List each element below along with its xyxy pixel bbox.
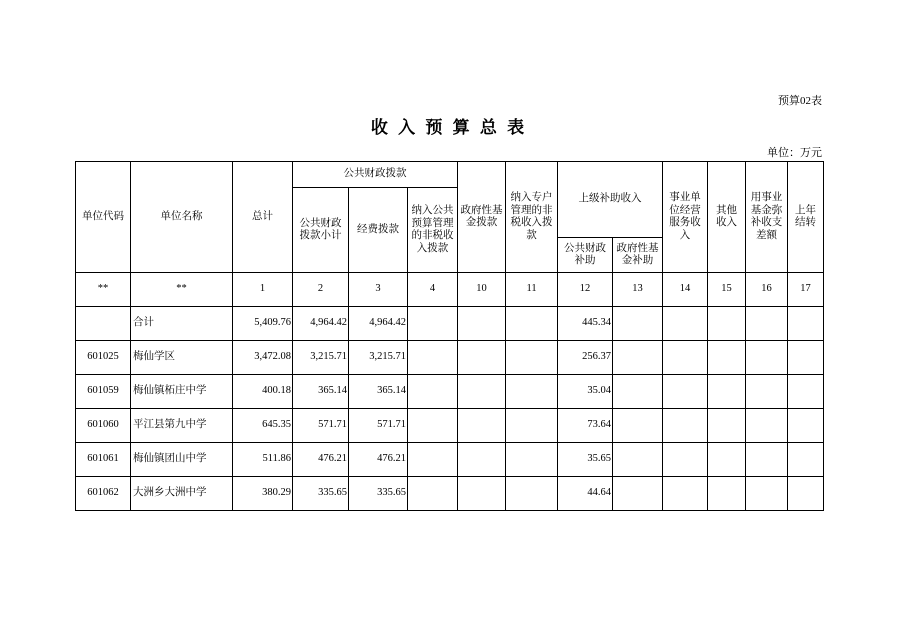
cell-nontax-special-account: [506, 341, 558, 375]
index-cell: 17: [788, 273, 824, 307]
cell-fund-offset: [746, 341, 788, 375]
header-public-finance-subtotal-label: 公共财政拨款小计: [299, 217, 342, 241]
header-other-income-label: 其他收入: [716, 204, 738, 228]
cell-unit-code: 601061: [76, 443, 131, 477]
index-cell: 11: [506, 273, 558, 307]
index-cell: 3: [349, 273, 408, 307]
cell-other-income: [708, 409, 746, 443]
header-nontax-public-budget-label: 纳入公共预算管理的非税收入拨款: [411, 205, 454, 254]
cell-superior-public-finance: 445.34: [558, 307, 613, 341]
cell-business-revenue: [663, 341, 708, 375]
index-cell: 14: [663, 273, 708, 307]
header-superior-gov-fund: [613, 238, 663, 273]
cell-unit-code: [76, 307, 131, 341]
cell-gov-fund: [458, 409, 506, 443]
cell-unit-name: 梅仙学区: [131, 341, 233, 375]
cell-superior-public-finance: 44.64: [558, 477, 613, 511]
cell-other-income: [708, 375, 746, 409]
cell-superior-gov-fund: [613, 409, 663, 443]
index-cell: 13: [613, 273, 663, 307]
table-row: [76, 443, 824, 477]
cell-nontax-public-budget: [408, 307, 458, 341]
cell-nontax-public-budget: [408, 443, 458, 477]
cell-superior-gov-fund: [613, 477, 663, 511]
cell-gov-fund: [458, 477, 506, 511]
cell-nontax-special-account: [506, 307, 558, 341]
index-cell: 10: [458, 273, 506, 307]
index-row: [76, 273, 824, 307]
table-row: [76, 477, 824, 511]
index-cell: 15: [708, 273, 746, 307]
cell-public-finance-subtotal: 365.14: [293, 375, 349, 409]
cell-gov-fund: [458, 307, 506, 341]
cell-other-income: [708, 443, 746, 477]
cell-superior-public-finance: 35.04: [558, 375, 613, 409]
header-row-1: [76, 162, 824, 188]
header-total: 总计: [233, 162, 293, 273]
cell-fund-offset: [746, 409, 788, 443]
cell-fund-offset: [746, 375, 788, 409]
table-row: [76, 409, 824, 443]
index-cell: 12: [558, 273, 613, 307]
header-unit-code: 单位代码: [76, 162, 131, 273]
cell-public-finance-subtotal: 4,964.42: [293, 307, 349, 341]
header-gov-fund: [458, 162, 506, 273]
cell-total: 400.18: [233, 375, 293, 409]
cell-fund-offset: [746, 443, 788, 477]
cell-unit-code: 601062: [76, 477, 131, 511]
header-other-income: [708, 162, 746, 273]
cell-public-finance-subtotal: 335.65: [293, 477, 349, 511]
index-cell: **: [76, 273, 131, 307]
cell-business-revenue: [663, 477, 708, 511]
cell-funding: 335.65: [349, 477, 408, 511]
cell-unit-code: 601059: [76, 375, 131, 409]
cell-unit-name: 梅仙镇柘庄中学: [131, 375, 233, 409]
cell-unit-name: 平江县第九中学: [131, 409, 233, 443]
header-fund-offset-label: 用事业基金弥补收支差额: [750, 192, 783, 241]
cell-carryover: [788, 341, 824, 375]
header-fund-offset: [746, 162, 788, 273]
header-business-revenue: [663, 162, 708, 273]
cell-business-revenue: [663, 375, 708, 409]
cell-business-revenue: [663, 443, 708, 477]
cell-unit-name: 梅仙镇团山中学: [131, 443, 233, 477]
cell-other-income: [708, 307, 746, 341]
cell-carryover: [788, 409, 824, 443]
cell-superior-gov-fund: [613, 375, 663, 409]
index-cell: **: [131, 273, 233, 307]
cell-gov-fund: [458, 375, 506, 409]
cell-total: 380.29: [233, 477, 293, 511]
cell-funding: 571.71: [349, 409, 408, 443]
revenue-budget-table: [75, 161, 824, 511]
cell-superior-public-finance: 73.64: [558, 409, 613, 443]
header-carryover: [788, 162, 824, 273]
cell-gov-fund: [458, 341, 506, 375]
cell-gov-fund: [458, 443, 506, 477]
cell-public-finance-subtotal: 571.71: [293, 409, 349, 443]
cell-superior-gov-fund: [613, 443, 663, 477]
header-superior-public-finance-label: 公共财政补助: [564, 242, 607, 266]
cell-carryover: [788, 307, 824, 341]
cell-public-finance-subtotal: 476.21: [293, 443, 349, 477]
header-unit-name: 单位名称: [131, 162, 233, 273]
table-number-label: 预算02表: [778, 95, 822, 107]
header-superior-subsidy: 上级补助收入: [558, 162, 663, 238]
index-cell: 1: [233, 273, 293, 307]
header-public-finance: 公共财政拨款: [293, 162, 458, 188]
cell-funding: 4,964.42: [349, 307, 408, 341]
header-funding: 经费拨款: [349, 188, 408, 273]
cell-fund-offset: [746, 477, 788, 511]
cell-superior-public-finance: 35.65: [558, 443, 613, 477]
cell-public-finance-subtotal: 3,215.71: [293, 341, 349, 375]
index-cell: 4: [408, 273, 458, 307]
cell-nontax-public-budget: [408, 477, 458, 511]
page-title: 收 入 预 算 总 表: [370, 118, 528, 137]
header-superior-gov-fund-label: 政府性基金补助: [616, 242, 659, 266]
cell-carryover: [788, 443, 824, 477]
cell-funding: 476.21: [349, 443, 408, 477]
cell-total: 5,409.76: [233, 307, 293, 341]
header-superior-public-finance: [558, 238, 613, 273]
unit-label: 单位：万元: [767, 147, 822, 159]
cell-nontax-public-budget: [408, 375, 458, 409]
header-nontax-special-account-label: 纳入专户管理的非税收入拨款: [510, 192, 553, 241]
cell-business-revenue: [663, 409, 708, 443]
header-nontax-public-budget: [408, 188, 458, 273]
cell-funding: 365.14: [349, 375, 408, 409]
cell-business-revenue: [663, 307, 708, 341]
cell-superior-gov-fund: [613, 341, 663, 375]
cell-fund-offset: [746, 307, 788, 341]
cell-carryover: [788, 477, 824, 511]
cell-unit-name: 合计: [131, 307, 233, 341]
cell-unit-code: 601025: [76, 341, 131, 375]
cell-superior-gov-fund: [613, 307, 663, 341]
cell-total: 645.35: [233, 409, 293, 443]
cell-other-income: [708, 477, 746, 511]
index-cell: 2: [293, 273, 349, 307]
header-nontax-special-account: [506, 162, 558, 273]
cell-nontax-special-account: [506, 375, 558, 409]
cell-unit-name: 大洲乡大洲中学: [131, 477, 233, 511]
header-gov-fund-label: 政府性基金拨款: [460, 204, 503, 228]
header-carryover-label: 上年结转: [795, 204, 817, 228]
cell-nontax-special-account: [506, 409, 558, 443]
table-row: [76, 375, 824, 409]
table-row: [76, 307, 824, 341]
header-business-revenue-label: 事业单位经营服务收入: [669, 192, 701, 241]
cell-nontax-public-budget: [408, 409, 458, 443]
table-row: [76, 341, 824, 375]
cell-nontax-special-account: [506, 477, 558, 511]
cell-funding: 3,215.71: [349, 341, 408, 375]
cell-unit-code: 601060: [76, 409, 131, 443]
cell-nontax-special-account: [506, 443, 558, 477]
cell-total: 511.86: [233, 443, 293, 477]
cell-superior-public-finance: 256.37: [558, 341, 613, 375]
cell-total: 3,472.08: [233, 341, 293, 375]
cell-carryover: [788, 375, 824, 409]
cell-other-income: [708, 341, 746, 375]
index-cell: 16: [746, 273, 788, 307]
cell-nontax-public-budget: [408, 341, 458, 375]
header-public-finance-subtotal: [293, 188, 349, 273]
